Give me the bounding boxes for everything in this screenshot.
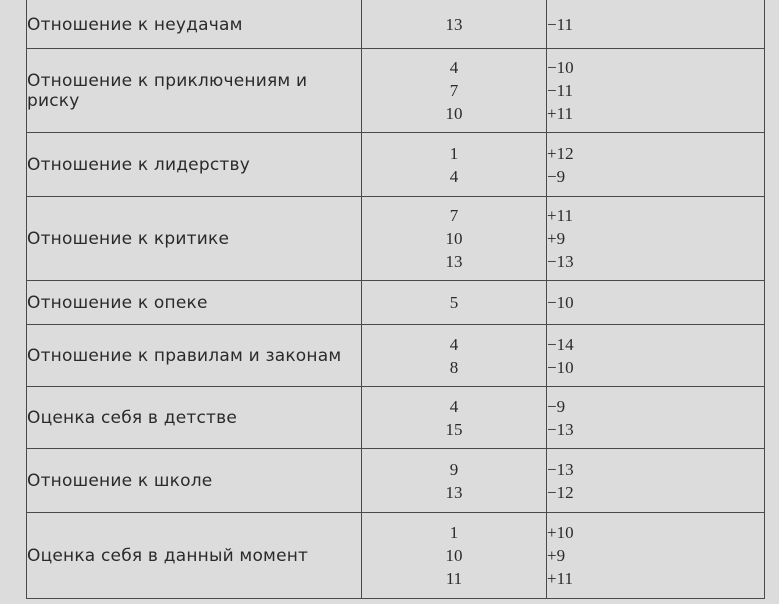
score-value: −11 (547, 15, 573, 34)
row-numbers (362, 49, 547, 133)
table-row (27, 0, 765, 49)
row-scores (547, 325, 765, 387)
score-value: −12 (547, 482, 574, 502)
number-value: 13 (445, 482, 463, 502)
score-value: +11 (547, 569, 573, 588)
score-value: −9 (547, 396, 566, 416)
row-scores (547, 197, 765, 281)
row-scores (547, 0, 765, 49)
row-numbers (362, 197, 547, 281)
row-topic: Отношение к школе (27, 449, 362, 513)
row-topic: Отношение к правилам и законам (27, 325, 362, 387)
number-value: 9 (449, 459, 459, 479)
table-row (27, 387, 765, 449)
row-numbers (362, 133, 547, 197)
score-value: +12 (547, 143, 574, 163)
number-value: 4 (449, 166, 459, 186)
score-value: −14 (547, 334, 574, 354)
row-topic: Отношение к лидерству (27, 133, 362, 197)
score-value: +11 (547, 104, 573, 123)
row-numbers (362, 325, 547, 387)
row-topic: Отношение к опеке (27, 281, 362, 325)
number-value: 1 (449, 143, 459, 163)
row-numbers (362, 449, 547, 513)
row-topic: Отношение к неудачам (27, 0, 362, 49)
row-scores (547, 449, 765, 513)
number-value: 4 (449, 396, 459, 416)
row-topic: Оценка себя в данный момент (27, 513, 362, 599)
row-topic: Оценка себя в детстве (27, 387, 362, 449)
row-scores (547, 133, 765, 197)
number-value: 10 (445, 546, 463, 565)
score-value: −10 (547, 293, 574, 312)
number-value: 10 (445, 229, 463, 248)
row-numbers (362, 387, 547, 449)
number-value: 15 (445, 419, 463, 439)
row-numbers (362, 513, 547, 599)
score-value: +11 (547, 206, 573, 225)
score-value: −13 (547, 252, 574, 271)
number-value: 10 (445, 104, 463, 123)
table-row (27, 133, 765, 197)
results-table (26, 0, 765, 599)
table-row (27, 281, 765, 325)
score-value: +9 (547, 229, 566, 248)
number-value: 5 (449, 293, 459, 312)
row-scores (547, 281, 765, 325)
score-value: −10 (547, 357, 574, 377)
number-value: 4 (449, 58, 459, 77)
row-topic: Отношение к критике (27, 197, 362, 281)
number-value: 13 (445, 15, 463, 34)
score-value: −11 (547, 81, 573, 100)
number-value: 7 (449, 206, 459, 225)
number-value: 4 (449, 334, 459, 354)
row-numbers (362, 0, 547, 49)
table-row (27, 325, 765, 387)
row-scores (547, 387, 765, 449)
score-value: −9 (547, 166, 566, 186)
number-value: 8 (449, 357, 459, 377)
row-scores (547, 513, 765, 599)
row-topic: Отношение к приключениям и риску (27, 49, 362, 133)
score-value: +9 (547, 546, 566, 565)
table-row (27, 449, 765, 513)
table-row (27, 197, 765, 281)
row-numbers (362, 281, 547, 325)
score-value: −10 (547, 58, 574, 77)
table-row (27, 513, 765, 599)
table-row (27, 49, 765, 133)
number-value: 11 (445, 569, 463, 588)
score-value: +10 (547, 523, 574, 542)
number-value: 13 (445, 252, 463, 271)
row-scores (547, 49, 765, 133)
score-value: −13 (547, 419, 574, 439)
number-value: 7 (449, 81, 459, 100)
score-value: −13 (547, 459, 574, 479)
number-value: 1 (449, 523, 459, 542)
